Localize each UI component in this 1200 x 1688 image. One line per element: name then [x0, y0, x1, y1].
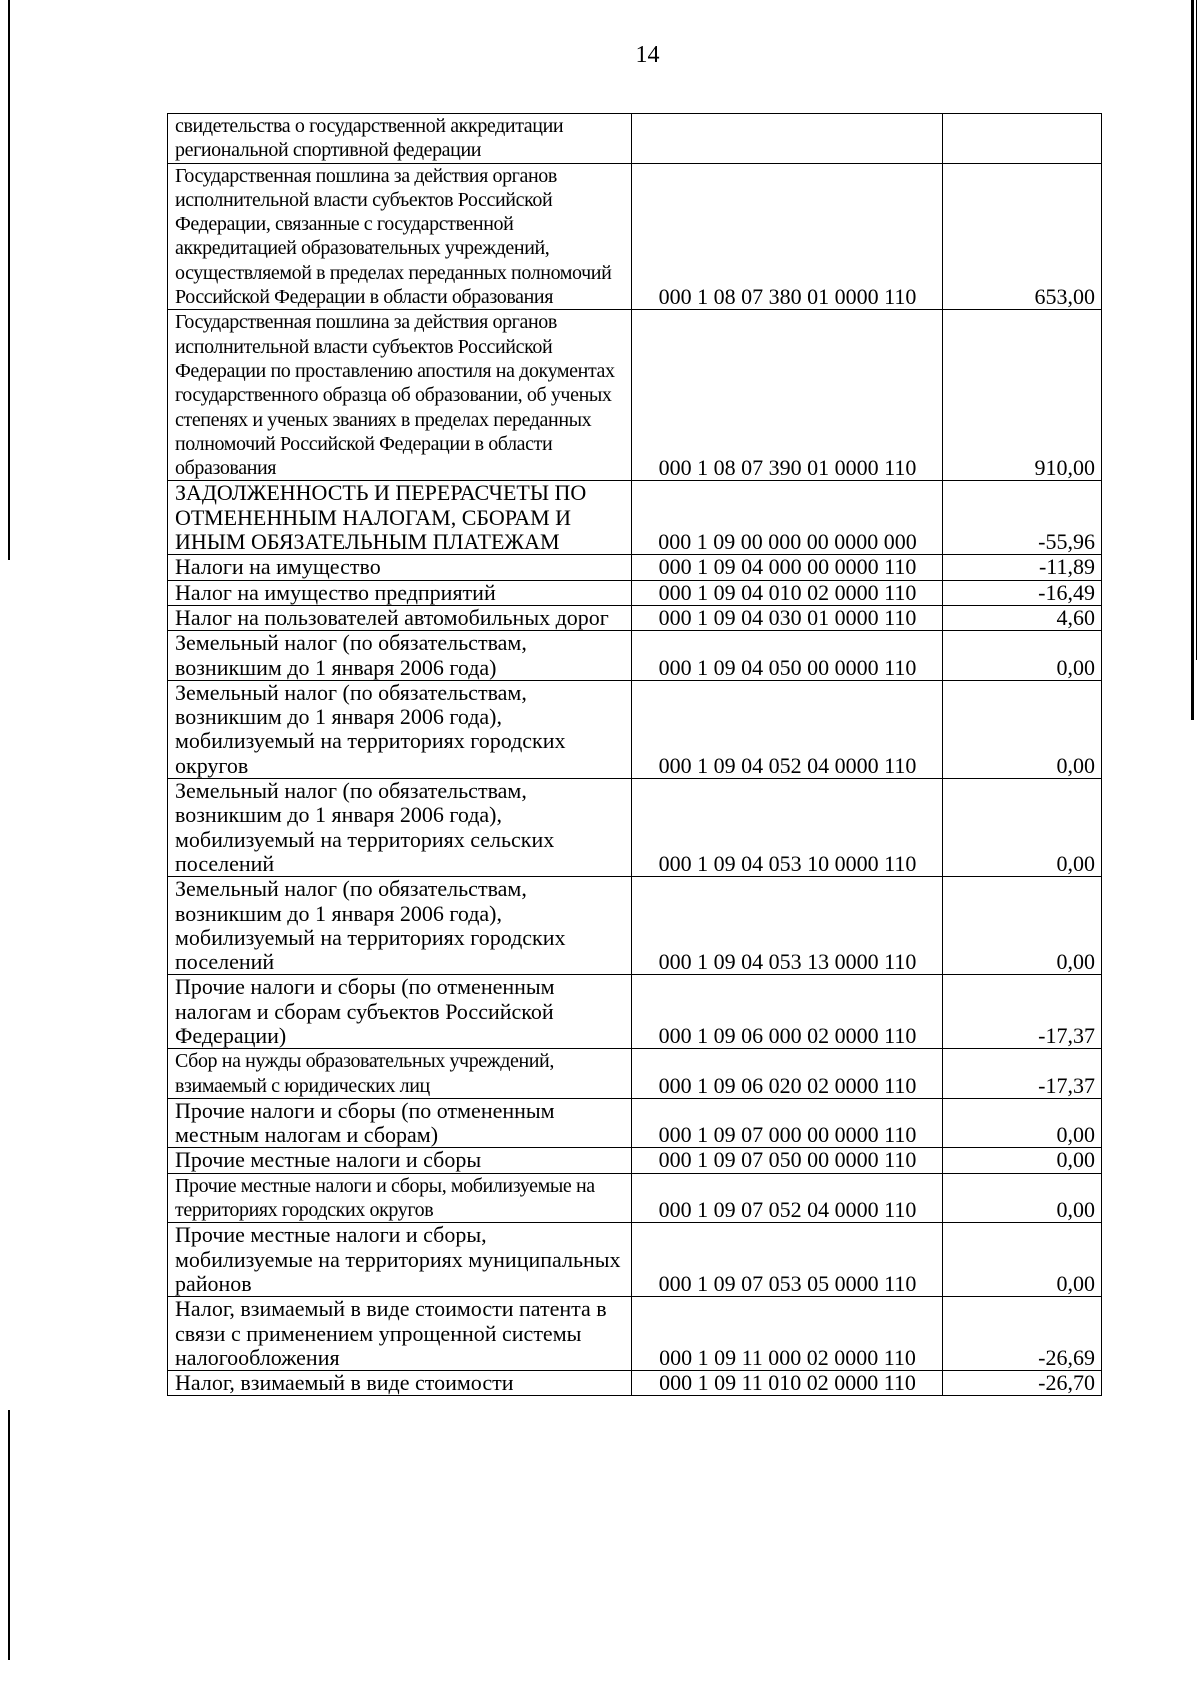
- row-code: 000 1 09 04 010 02 0000 110: [632, 580, 943, 605]
- scan-edge-line: [8, 1410, 10, 1660]
- row-name: Налог на имущество предприятий: [168, 580, 632, 605]
- row-amount: 0,00: [943, 1223, 1102, 1297]
- row-name: свидетельства о государственной аккредитации региональной спортивной федерации: [168, 114, 632, 164]
- row-amount: -11,89: [943, 555, 1102, 580]
- row-name: Государственная пошлина за действия органов исполнительной власти субъектов Российской Федерации по проставлению апостиля на документах государственного образца об образовании, об ученых степенях и ученых званиях в пределах переданных полномочий Российской Федерации в области образования: [168, 310, 632, 481]
- row-code: 000 1 09 07 053 05 0000 110: [632, 1223, 943, 1297]
- table-row: [168, 114, 1102, 164]
- table-row: [168, 310, 1102, 481]
- row-amount: -16,49: [943, 580, 1102, 605]
- row-name: Прочие местные налоги и сборы, мобилизуемые на территориях муниципальных районов: [168, 1223, 632, 1297]
- table-row: [168, 1049, 1102, 1099]
- table-row: [168, 680, 1102, 778]
- row-name: Налог, взимаемый в виде стоимости: [168, 1371, 632, 1396]
- row-amount: -55,96: [943, 481, 1102, 555]
- revenue-table: [167, 113, 1102, 1396]
- row-amount: [943, 114, 1102, 164]
- row-name: Земельный налог (по обязательствам, возникшим до 1 января 2006 года), мобилизуемый на территориях городских округов: [168, 680, 632, 778]
- row-code: 000 1 09 11 010 02 0000 110: [632, 1371, 943, 1396]
- table-row: [168, 631, 1102, 681]
- table-row: [168, 605, 1102, 630]
- row-amount: 0,00: [943, 680, 1102, 778]
- row-code: 000 1 09 11 000 02 0000 110: [632, 1297, 943, 1371]
- row-code: 000 1 09 06 000 02 0000 110: [632, 975, 943, 1049]
- table-row: [168, 877, 1102, 975]
- table-row: [168, 555, 1102, 580]
- scan-edge-line: [1191, 0, 1194, 720]
- row-amount: 0,00: [943, 877, 1102, 975]
- row-name: Прочие местные налоги и сборы, мобилизуемые на территориях городских округов: [168, 1173, 632, 1223]
- row-name: Земельный налог (по обязательствам, возникшим до 1 января 2006 года): [168, 631, 632, 681]
- row-amount: 0,00: [943, 1098, 1102, 1148]
- row-code: 000 1 09 04 050 00 0000 110: [632, 631, 943, 681]
- row-code: 000 1 09 07 052 04 0000 110: [632, 1173, 943, 1223]
- page-number: 14: [635, 42, 660, 68]
- table-row: [168, 975, 1102, 1049]
- row-name: Земельный налог (по обязательствам, возникшим до 1 января 2006 года), мобилизуемый на территориях сельских поселений: [168, 779, 632, 877]
- row-code: 000 1 09 04 053 10 0000 110: [632, 779, 943, 877]
- row-name: Земельный налог (по обязательствам, возникшим до 1 января 2006 года), мобилизуемый на территориях городских поселений: [168, 877, 632, 975]
- row-code: 000 1 08 07 390 01 0000 110: [632, 310, 943, 481]
- row-code: 000 1 09 00 000 00 0000 000: [632, 481, 943, 555]
- row-amount: -26,69: [943, 1297, 1102, 1371]
- row-name: Государственная пошлина за действия органов исполнительной власти субъектов Российской Федерации, связанные с государственной аккредитацией образовательных учреждений, осуществляемой в пределах переданных полномочий Российской Федерации в области образования: [168, 163, 632, 310]
- row-amount: 0,00: [943, 1148, 1102, 1173]
- row-name: ЗАДОЛЖЕННОСТЬ И ПЕРЕРАСЧЕТЫ ПО ОТМЕНЕННЫМ НАЛОГАМ, СБОРАМ И ИНЫМ ОБЯЗАТЕЛЬНЫМ ПЛАТЕЖАМ: [168, 481, 632, 555]
- table-row: [168, 580, 1102, 605]
- table-row: [168, 163, 1102, 310]
- row-amount: -17,37: [943, 1049, 1102, 1099]
- table-row: [168, 481, 1102, 555]
- row-code: 000 1 09 04 052 04 0000 110: [632, 680, 943, 778]
- table-row: [168, 779, 1102, 877]
- table-row: [168, 1297, 1102, 1371]
- scan-edge-line: [8, 0, 10, 560]
- scan-edge-line: [1196, 0, 1197, 660]
- table-row: [168, 1371, 1102, 1396]
- row-code: 000 1 09 06 020 02 0000 110: [632, 1049, 943, 1099]
- table-row: [168, 1148, 1102, 1173]
- table-row: [168, 1223, 1102, 1297]
- row-amount: 910,00: [943, 310, 1102, 481]
- row-amount: 4,60: [943, 605, 1102, 630]
- table-row: [168, 1098, 1102, 1148]
- row-name: Налоги на имущество: [168, 555, 632, 580]
- row-amount: -26,70: [943, 1371, 1102, 1396]
- row-code: 000 1 09 04 000 00 0000 110: [632, 555, 943, 580]
- row-amount: 0,00: [943, 1173, 1102, 1223]
- row-amount: 0,00: [943, 779, 1102, 877]
- row-name: Прочие налоги и сборы (по отмененным налогам и сборам субъектов Российской Федерации): [168, 975, 632, 1049]
- row-code: 000 1 09 04 030 01 0000 110: [632, 605, 943, 630]
- row-name: Налог на пользователей автомобильных дорог: [168, 605, 632, 630]
- row-code: 000 1 08 07 380 01 0000 110: [632, 163, 943, 310]
- row-code: [632, 114, 943, 164]
- row-name: Прочие местные налоги и сборы: [168, 1148, 632, 1173]
- row-amount: 653,00: [943, 163, 1102, 310]
- table-row: [168, 1173, 1102, 1223]
- row-code: 000 1 09 07 050 00 0000 110: [632, 1148, 943, 1173]
- row-amount: -17,37: [943, 975, 1102, 1049]
- row-amount: 0,00: [943, 631, 1102, 681]
- row-name: Сбор на нужды образовательных учреждений, взимаемый с юридических лиц: [168, 1049, 632, 1099]
- row-code: 000 1 09 07 000 00 0000 110: [632, 1098, 943, 1148]
- row-name: Налог, взимаемый в виде стоимости патента в связи с применением упрощенной системы налогообложения: [168, 1297, 632, 1371]
- row-name: Прочие налоги и сборы (по отмененным местным налогам и сборам): [168, 1098, 632, 1148]
- row-code: 000 1 09 04 053 13 0000 110: [632, 877, 943, 975]
